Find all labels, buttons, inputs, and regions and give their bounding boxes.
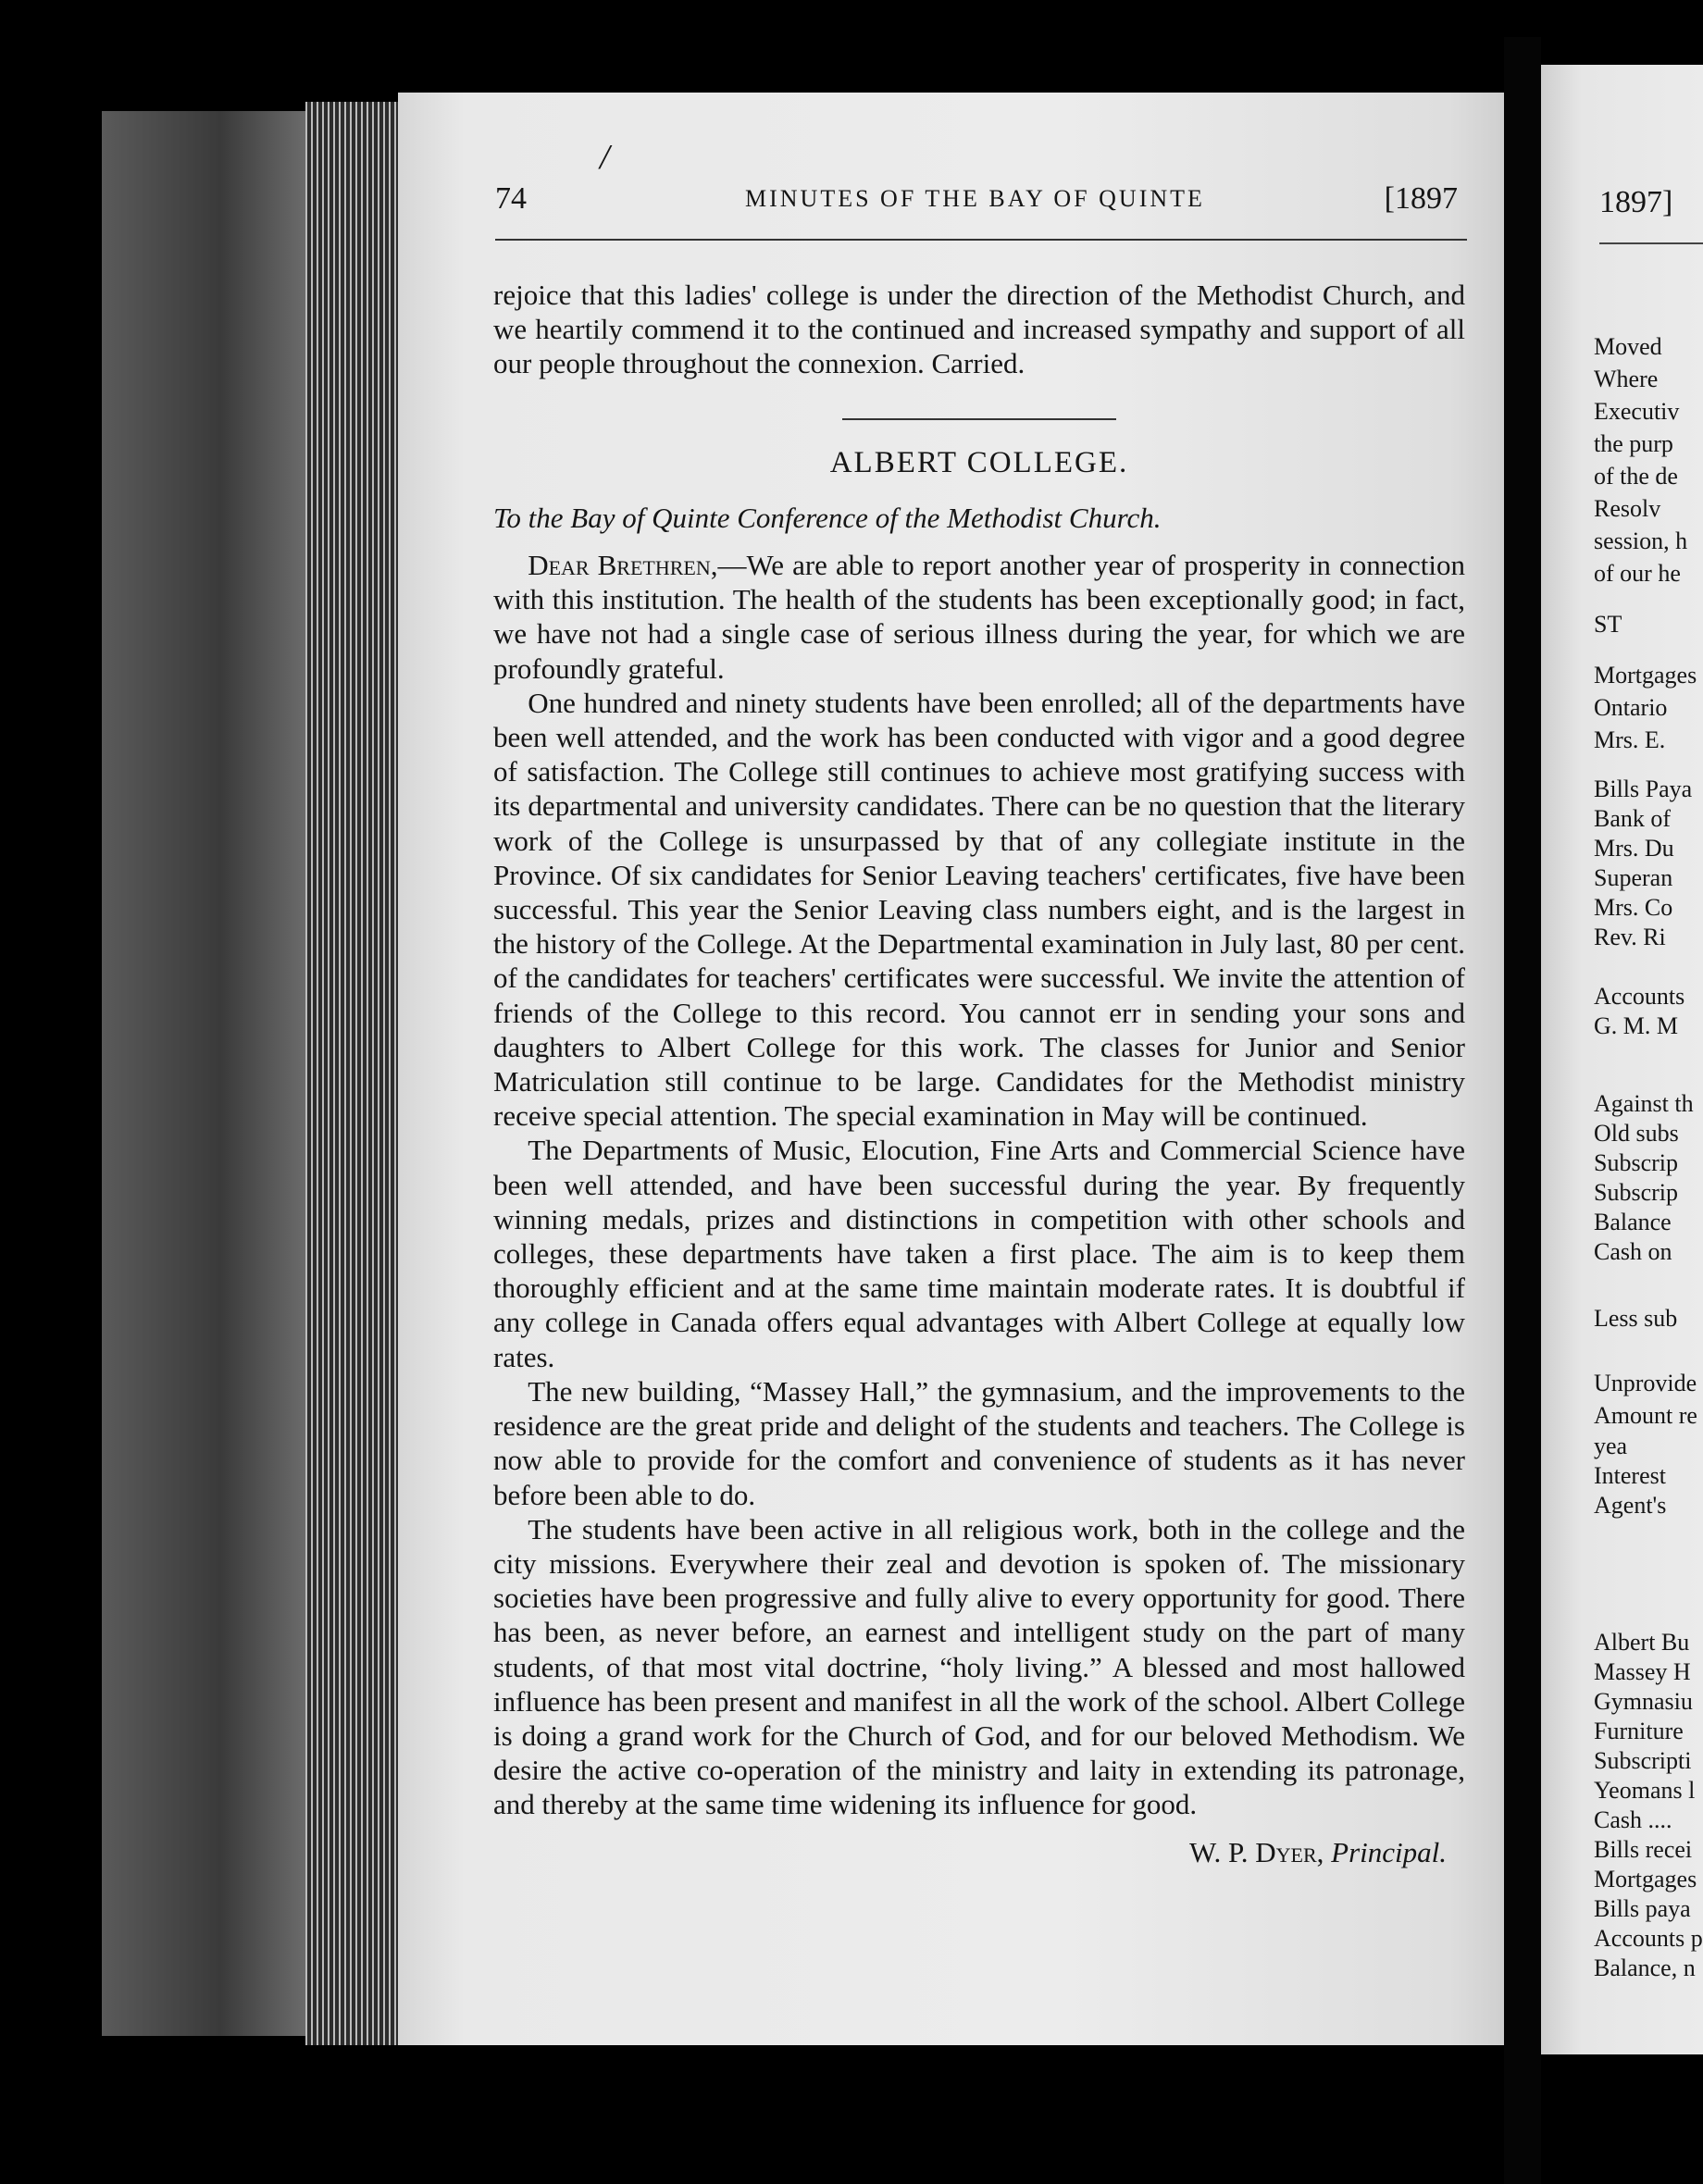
right-page-line: Interest [1594, 1462, 1666, 1489]
right-page-line: Executiv [1594, 398, 1680, 425]
header-rule [495, 239, 1467, 241]
right-page-line: Unprovide [1594, 1370, 1697, 1396]
right-page-line: Where [1594, 366, 1659, 392]
right-page-line: the purp [1594, 430, 1673, 457]
right-page-line: Less sub [1594, 1305, 1678, 1332]
letter-paragraph-text: —We are able to report another year of prosperity in connection with this institution. The health of the students has been exceptionally good; in fact, we have not had a single case of serious illness during the year, for which we are profoundly grateful. [493, 549, 1465, 685]
right-page-line: Against th [1594, 1090, 1694, 1117]
letter-paragraph: One hundred and ninety students have been enrolled; all of the departments have been well attended, and the work has been conducted with vigor and a good degree of satisfaction. The College still continues to achieve most gratifying success with its departmental and university candidates. There can be no question that the literary work of the College is unsurpassed by that of any collegiate institute in the Province. Of six candidates for Senior Leaving teachers' certificates, five have been successful. This year the Senior Leaving class numbers eight, and is the largest in the history of the College. At the Departmental examination in July last, 80 per cent. of the candidates for teachers' certificates were successful. We invite the attention of friends of the College to this record. You cannot err in sending your sons and daughters to Albert College for this work. The classes for Junior and Senior Matriculation still continue to be large. Candidates for the Methodist ministry receive special attention. The special examination in May will be continued. [493, 686, 1465, 1133]
right-page-line: Cash .... [1594, 1806, 1672, 1833]
page-header [495, 181, 1467, 230]
right-page-line: Cash on [1594, 1238, 1672, 1265]
right-page-line: of our he [1594, 560, 1681, 587]
right-page-line: Resolv [1594, 495, 1661, 522]
right-page-line: Ontario [1594, 694, 1668, 721]
running-title: MINUTES OF THE BAY OF QUINTE [745, 185, 1205, 212]
right-page-line: Yeomans l [1594, 1777, 1696, 1804]
page-number: 74 [495, 181, 527, 216]
letter-paragraph: The students have been active in all religious work, both in the college and the city missions. Everywhere their zeal and devotion is spoken of. The missionary societies have been progressive and fully alive to every opportunity for good. There has been, as never before, an earnest and intelligent study on the part of many students, of that most vital doctrine, “holy living.” A blessed and most hallowed influence has been present and manifest in all the work of the school. Albert College is doing a grand work for the Church of God, and for our beloved Methodism. We desire the active co-operation of the ministry and laity in extending its patronage, and thereby at the same time widening its influence for good. [493, 1512, 1465, 1821]
right-page-line: Old subs [1594, 1120, 1679, 1147]
right-page-line: Amount re [1594, 1402, 1697, 1429]
right-page-line: Gymnasiu [1594, 1688, 1693, 1715]
right-page-line: Mrs. Du [1594, 835, 1674, 862]
right-page-year: 1897] [1599, 185, 1673, 219]
right-page-line: session, h [1594, 527, 1688, 554]
right-page-line: Moved [1594, 333, 1662, 360]
opening-paragraph: rejoice that this ladies' college is under the direction of the Methodist Church, and we heartily commend it to the continued and increased sympathy and support of all our people throughout the connexion. Carried. [493, 279, 1465, 380]
section-divider [842, 418, 1116, 420]
right-page-line: Bills paya [1594, 1895, 1691, 1922]
page-body [493, 278, 1465, 1869]
letter-salutation: To the Bay of Quinte Conference of the Methodist Church. [493, 501, 1162, 534]
section-title: ALBERT COLLEGE. [829, 445, 1129, 479]
right-page-line: Mrs. Co [1594, 894, 1673, 921]
book-page-edge-lines [305, 102, 398, 2045]
right-page-line: Subscrip [1594, 1149, 1678, 1176]
signature-title: Principal. [1331, 1835, 1447, 1868]
right-page-line: Superan [1594, 864, 1673, 891]
letter-paragraph: The new building, “Massey Hall,” the gymnasium, and the improvements to the residence are the great pride and delight of the students and teachers. The College is now able to provide for the comfort and convenience of students as it has never before been able to do. [493, 1374, 1465, 1511]
letter-greeting: Dear Brethren, [528, 549, 718, 582]
right-page-line: Agent's [1594, 1492, 1667, 1519]
right-page-line: Mrs. E. [1594, 726, 1666, 753]
right-page-line: Accounts [1594, 983, 1685, 1010]
right-page-line: yea [1594, 1433, 1628, 1459]
right-page-header-rule [1599, 242, 1703, 244]
right-page-line: Massey H [1594, 1658, 1691, 1685]
right-page-line: Accounts p [1594, 1925, 1703, 1952]
right-page-line: Bank of [1594, 805, 1672, 832]
right-page-line: Albert Bu [1594, 1629, 1690, 1656]
right-page-line: Balance [1594, 1209, 1672, 1235]
right-page-line: Furniture [1594, 1718, 1684, 1744]
right-page-line: Bills Paya [1594, 776, 1693, 802]
right-page-line: Mortgages [1594, 662, 1697, 689]
right-page-line: of the de [1594, 463, 1678, 490]
right-page-line: Subscripti [1594, 1747, 1692, 1774]
book-gutter [1504, 37, 1541, 2184]
signature-name: W. P. Dyer, [1189, 1835, 1324, 1868]
stray-pen-mark: / [600, 138, 610, 177]
right-page-line: Bills recei [1594, 1836, 1693, 1863]
letter-signature [493, 1835, 1465, 1869]
right-page-line: Balance, n [1594, 1954, 1696, 1981]
header-year: [1897 [1384, 181, 1458, 216]
letter-paragraph: The Departments of Music, Elocution, Fine Arts and Commercial Science have been well attended, and have been successful during the year. By frequently winning medals, prizes and distinctions in competition with other schools and colleges, these departments have taken a first place. The aim is to keep them thoroughly efficient and at the same time maintain moderate rates. It is doubtful if any college in Canada offers equal advantages with Albert College at equally low rates. [493, 1134, 1465, 1373]
right-page-line: G. M. M [1594, 1012, 1679, 1039]
letter-paragraph [493, 548, 1465, 686]
right-page-line: Rev. Ri [1594, 924, 1666, 950]
right-page-line: Subscrip [1594, 1179, 1678, 1206]
right-page-line: ST [1594, 611, 1622, 638]
right-page-line: Mortgages [1594, 1866, 1697, 1892]
